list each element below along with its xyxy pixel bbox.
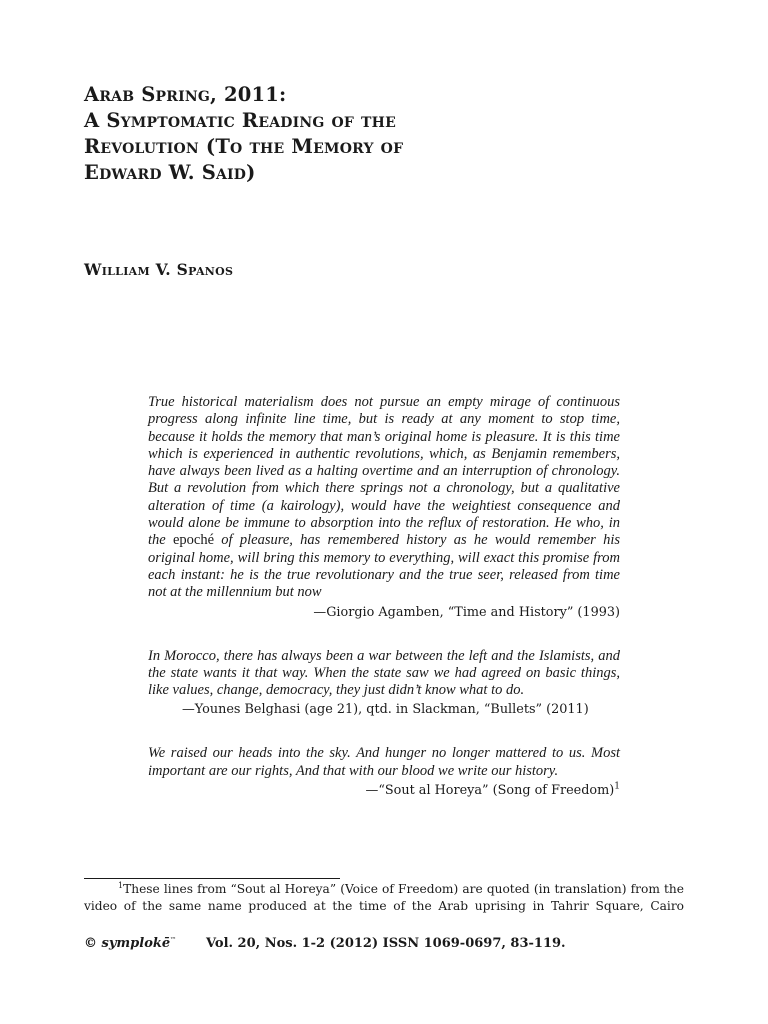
- epigraph-attribution: —Younes Belghasi (age 21), qtd. in Slackman, “Bullets” (2011): [182, 702, 589, 718]
- epigraph-text-part: True historical materialism does not pursue an empty mirage of continuous progress along infinite line time, but is ready at any moment to stop time, because it holds the memory that man’s original home is pleasure. It is this time which is experienced in authentic revolutions, which, as Benjamin remembers, have always been lived as a halting overtime and an interruption of chronology. But a revolution from which there springs not a chronology, but a qualitative alteration of time (a kairology), would have the weightiest consequence and would alone be immune to absorption into the reflux of restoration. He who, in the: [148, 394, 620, 549]
- epigraph-text: In Morocco, there has always been a war between the left and the Islamists, and the state wants it that way. When the state saw we had agreed on basic things, like values, change, democracy, they just didn’t know what to do.: [148, 647, 620, 699]
- attribution-text: —“Sout al Horeya” (Song of Freedom): [365, 783, 615, 799]
- footnote-divider: [84, 878, 340, 879]
- epigraph-attribution: —Giorgio Agamben, “Time and History” (1993): [313, 604, 620, 620]
- footnote-text: These lines from “Sout al Horeya” (Voice of Freedom) are quoted (in translation) from the video of the same name produced at the time of the Arab uprising in Tahrir Square, Cairo: [84, 882, 684, 913]
- epigraph-sout-al-horeya: [148, 745, 620, 800]
- footnote: [84, 881, 684, 915]
- volume-info: Vol. 20, Nos. 1-2 (2012) ISSN 1069-0697, 83-119.: [206, 936, 566, 951]
- epigraphs: [148, 394, 620, 800]
- title-line-2: A Symptomatic Reading of the: [84, 109, 396, 132]
- footnote-marker[interactable]: 1: [614, 781, 620, 792]
- epigraph-text-part: of pleasure, has remembered history as he would remember his original home, will bring this memory to everything, will exact this promise from each instant: he is the true revolutionary and the true seer, released from time not at the millennium but now: [148, 532, 620, 601]
- epigraph-text: [148, 394, 620, 602]
- epigraph-text: We raised our heads into the sky. And hunger no longer mattered to us. Most important are our rights, And that with our blood we write our history.: [148, 745, 620, 779]
- author-name: William V. Spanos: [84, 260, 234, 279]
- copyright-symbol: ©: [84, 936, 97, 951]
- epigraph-agamben: [148, 394, 620, 622]
- footnote-number: 1: [118, 880, 124, 890]
- epigraph-attribution: [148, 782, 620, 800]
- epigraph-emphasis: epoché: [172, 532, 215, 549]
- trademark-symbol: ™: [170, 936, 177, 944]
- epigraph-belghasi: [148, 648, 620, 720]
- article-title: [84, 82, 604, 186]
- page-footer: [84, 936, 684, 951]
- journal-name: symplokē: [101, 936, 171, 951]
- title-line-1: Arab Spring, 2011:: [84, 83, 287, 106]
- title-line-3: Revolution (To the Memory of: [84, 135, 404, 158]
- title-line-4: Edward W. Said): [84, 161, 256, 184]
